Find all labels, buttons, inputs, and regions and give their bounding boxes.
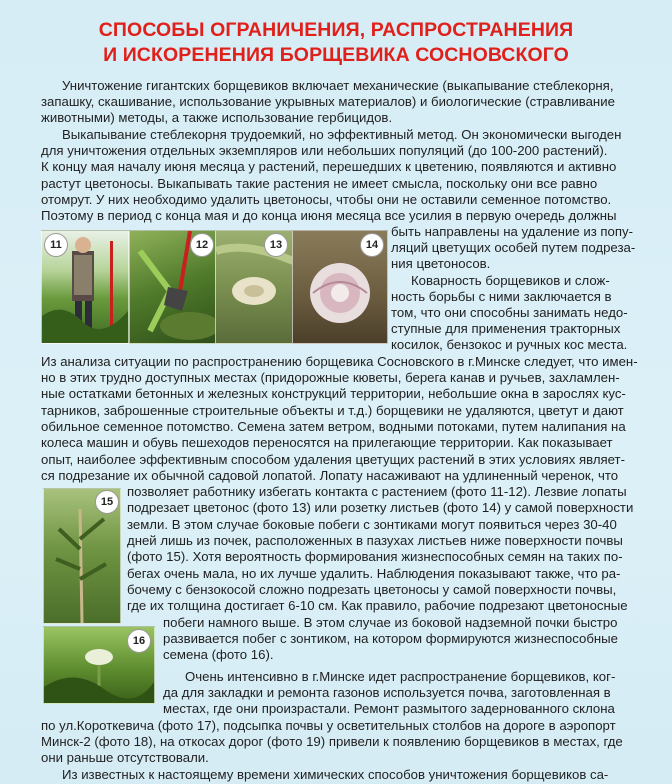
text-line: отомрут. У них необходимо удалить цветоносы, чтобы они не оставили семенное потомство. [41,192,612,207]
text-line: земли. В этом случае боковые побеги с зонтиками могут появиться через 30-40 [127,517,617,532]
text-line: дней лишь из почек, расположенных в пазухах листьев ниже поверхности почвы [127,533,623,548]
photo-14-number: 14 [360,233,384,257]
text-line: подрезает цветонос (фото 13) или розетку листьев (фото 14) у самой поверхности [127,500,634,515]
text-line: Из анализа ситуации по распространению борщевика Сосновского в г.Минске следует, что имен- [41,354,638,369]
text-line: Минск-2 (фото 18), на откосах дорог (фото 19) привели к появлению борщевиков в местах, где [41,734,623,749]
text-line: побеги намного выше. В этом случае из боковой надземной почки быстро [163,615,618,630]
text-line: Из известных к настоящему времени химических способов уничтожения борщевиков са- [62,767,609,782]
text-line: растут цветоносы. Выкапывать такие растения не имеет смысла, поскольку они все равно [41,176,598,191]
text-line: ния цветоносов. [391,256,491,271]
photo-13-number: 13 [264,233,288,257]
text-line: колеса машин и обувь пешеходов переносятся на прилегающие территории. Как показывает [41,435,613,450]
text-line: развивается побег с зонтиком, на котором формируются жизнеспособные [163,631,618,646]
text-line: они раньше отсутствовали. [41,750,209,765]
text-line: Коварность борщевиков и слож- [411,273,610,288]
text-line: Очень интенсивно в г.Минске идет распространение борщевиков, ког- [185,669,616,684]
text-line: ступные для применения тракторных [391,321,621,336]
photo-15-number: 15 [95,490,119,514]
text-line: обильное семенное потомство. Семена затем ветром, водными потоками, путем налипания на [41,419,626,434]
photo-11-number: 11 [44,233,68,257]
article-title-line-2: И ИСКОРЕНЕНИЯ БОРЩЕВИКА СОСНОВСКОГО [103,44,569,66]
text-line: Поэтому в период с конца мая и до конца июня месяца все усилия в первую очередь должны [41,208,617,223]
text-line: да для закладки и ремонта газонов используется почва, заготовленная в [163,685,611,700]
text-line: бочему с бензокосой сложно подрезать цветоносы у самой поверхности почвы, [127,582,617,597]
text-line: тарников, заброшенные строительные объекты и т.д.) борщевики не удаляются, цветут и дают [41,403,624,418]
article-title-line-1: СПОСОБЫ ОГРАНИЧЕНИЯ, РАСПРОСТРАНЕНИЯ [98,19,574,41]
photo-12-number: 12 [190,233,214,257]
text-line: но в этих трудно доступных местах (придорожные кюветы, берега канав и ручьев, захламлен- [41,370,620,385]
text-line: для уничтожения отдельных экземпляров или небольших популяций (до 100-200 растений). [41,143,608,158]
text-line: по ул.Короткевича (фото 17), подсыпка почвы у осветительных столбов на дороге в аэропорт [41,718,616,733]
text-line: ся подрезание их обычной садовой лопатой. Лопату насаживают на удлиненный черенок, что [41,468,619,483]
text-line: Уничтожение гигантских борщевиков включает механические (выкапывание стеблекорня, [62,78,614,93]
text-line: бегах очень мала, но их лучше удалить. Наблюдения показывают также, что ра- [127,566,621,581]
text-line: ляций цветущих особей путем подреза- [391,240,636,255]
photo-16-number: 16 [127,629,151,653]
text-line: позволяет работнику избегать контакта с растением (фото 11-12). Лезвие лопаты [127,484,627,499]
text-line: ные остатками бетонных и железных конструкций территории, небольшие окна в зарослях кус- [41,386,626,401]
text-line: запашку, скашивание, использование укрывных материалов) и биологические (стравливание [41,94,615,109]
text-line: том, что они способны занимать недо- [391,305,628,320]
text-line: косилок, бензокос и ручных кос места. [391,337,628,352]
text-line: ность борьбы с ними заключается в [391,289,612,304]
text-line: К концу мая началу июня месяца у растений, перешедших к цветению, появляются и активно [41,159,617,174]
text-line: семена (фото 16). [163,647,274,662]
text-line: быть направлены на удаление из попу- [391,224,634,239]
text-line: где их толщина достигает 6-10 см. Как правило, рабочие подрезают цветоносные [127,598,628,613]
text-line: опыт, наиболее эффективным способом удаления цветущих растений в этих условиях являет- [41,452,625,467]
text-line: животными) методы, а также использование гербицидов. [41,110,393,125]
text-line: (фото 15). Хотя вероятность формирования жизнеспособных семян на таких по- [127,549,623,564]
text-line: местах, где они произрастали. Ремонт размытого задернованного склона [163,701,615,716]
text-line: Выкапывание стеблекорня трудоемкий, но эффективный метод. Он экономически выгоден [62,127,622,142]
